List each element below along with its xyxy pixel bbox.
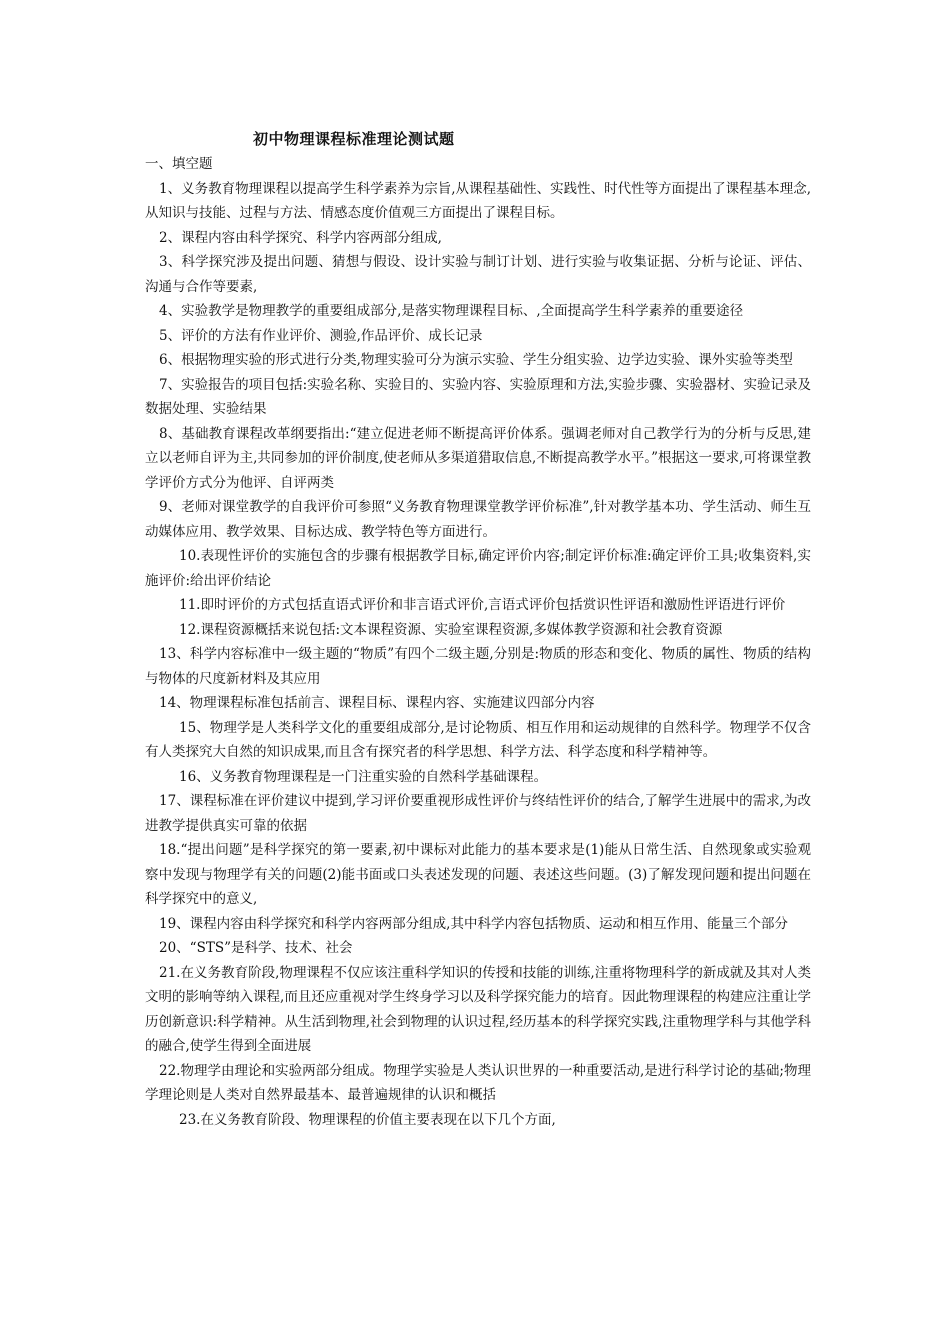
question-8: 8、基础教育课程改革纲要指出:“建立促进老师不断提高评价体系。强调老师对自己教学行为的分析与反思,建立以老师自评为主,共同参加的评价制度,使老师从多渠道猎取信息,不断提高教学水平。”根据这一要求,可将课堂教学评价方式分为他评、自评两类 [145, 425, 811, 491]
question-14: 14、物理课程标准包括前言、课程目标、课程内容、实施建议四部分内容 [159, 695, 595, 711]
question-16: 16、义务教育物理课程是一门注重实验的自然科学基础课程。 [179, 768, 548, 785]
question-19: 19、课程内容由科学探究和科学内容两部分组成,其中科学内容包括物质、运动和相互作用、能量三个部分 [159, 915, 788, 932]
question-21: 21.在义务教育阶段,物理课程不仅应该注重科学知识的传授和技能的训练,注重将物理科学的新成就及其对人类文明的影响等纳入课程,而且还应重视对学生终身学习以及科学探究能力的培育。因此物理课程的构建应注重让学历创新意识:科学精神。从生活到物理,社会到物理的认识过程,经历基本的科学探究实践,注重物理学科与其他学科的融合,使学生得到全面进展 [145, 964, 811, 1054]
question-15: 15、物理学是人类科学文化的重要组成部分,是讨论物质、相互作用和运动规律的自然科学。物理学不仅含有人类探究大自然的知识成果,而且含有探究者的科学思想、科学方法、科学态度和科学精神等。 [145, 719, 811, 760]
question-6: 6、根据物理实验的形式进行分类,物理实验可分为演示实验、学生分组实验、边学边实验、课外实验等类型 [159, 352, 793, 368]
question-12: 12.课程资源概括来说包括:文本课程资源、实验室课程资源,多媒体教学资源和社会教育资源 [179, 621, 723, 638]
question-1: 1、义务教育物理课程以提高学生科学素养为宗旨,从课程基础性、实践性、时代性等方面提出了课程基本理念,从知识与技能、过程与方法、情感态度价值观三方面提出了课程目标。 [145, 180, 811, 221]
question-4: 4、实验教学是物理教学的重要组成部分,是落实物理课程目标、,全面提高学生科学素养的重要途径 [159, 303, 744, 319]
question-13: 13、科学内容标准中一级主题的“物质”有四个二级主题,分别是:物质的形态和变化、物质的属性、物质的结构与物体的尺度新材料及其应用 [145, 646, 811, 687]
document-body [145, 152, 811, 1132]
document-title: 初中物理课程标准理论测试题 [253, 130, 455, 148]
question-10: 10.表现性评价的实施包含的步骤有根据教学目标,确定评价内容;制定评价标准:确定评价工具;收集资料,实施评价:给出评价结论 [145, 548, 811, 589]
question-23: 23.在义务教育阶段、物理课程的价值主要表现在以下几个方面, [179, 1111, 556, 1128]
question-22: 22.物理学由理论和实验两部分组成。物理学实验是人类认识世界的一种重要活动,是进行科学讨论的基础;物理学理论则是人类对自然界最基本、最普遍规律的认识和概括 [145, 1062, 811, 1103]
question-18: 18.“提出问题”是科学探究的第一要素,初中课标对此能力的基本要求是(1)能从日常生活、自然现象或实验观察中发现与物理学有关的问题(2)能书面或口头表述发现的问题、表述这些问题。(3)了解发现问题和提出问题在科学探究中的意义, [145, 842, 811, 907]
question-9: 9、老师对课堂教学的自我评价可参照“义务教育物理课堂教学评价标准”,针对教学基本功、学生活动、师生互动媒体应用、教学效果、目标达成、教学特色等方面进行。 [145, 499, 811, 540]
section-heading: 一、填空题 [145, 156, 213, 172]
question-7: 7、实验报告的项目包括:实验名称、实验目的、实验内容、实验原理和方法,实验步骤、实验器材、实验记录及数据处理、实验结果 [145, 376, 811, 417]
question-20: 20、“STS”是科学、技术、社会 [159, 940, 353, 956]
question-5: 5、评价的方法有作业评价、测验,作品评价、成长记录 [159, 327, 483, 344]
question-11: 11.即时评价的方式包括直语式评价和非言语式评价,言语式评价包括赏识性评语和激励性评语进行评价 [179, 597, 786, 613]
question-3: 3、科学探究涉及提出问题、猜想与假设、设计实验与制订计划、进行实验与收集证据、分析与论证、评估、沟通与合作等要素, [145, 254, 811, 295]
question-17: 17、课程标准在评价建议中提到,学习评价要重视形成性评价与终结性评价的结合,了解学生进展中的需求,为改进教学提供真实可靠的依据 [145, 793, 811, 834]
question-2: 2、课程内容由科学探究、科学内容两部分组成, [159, 229, 442, 246]
